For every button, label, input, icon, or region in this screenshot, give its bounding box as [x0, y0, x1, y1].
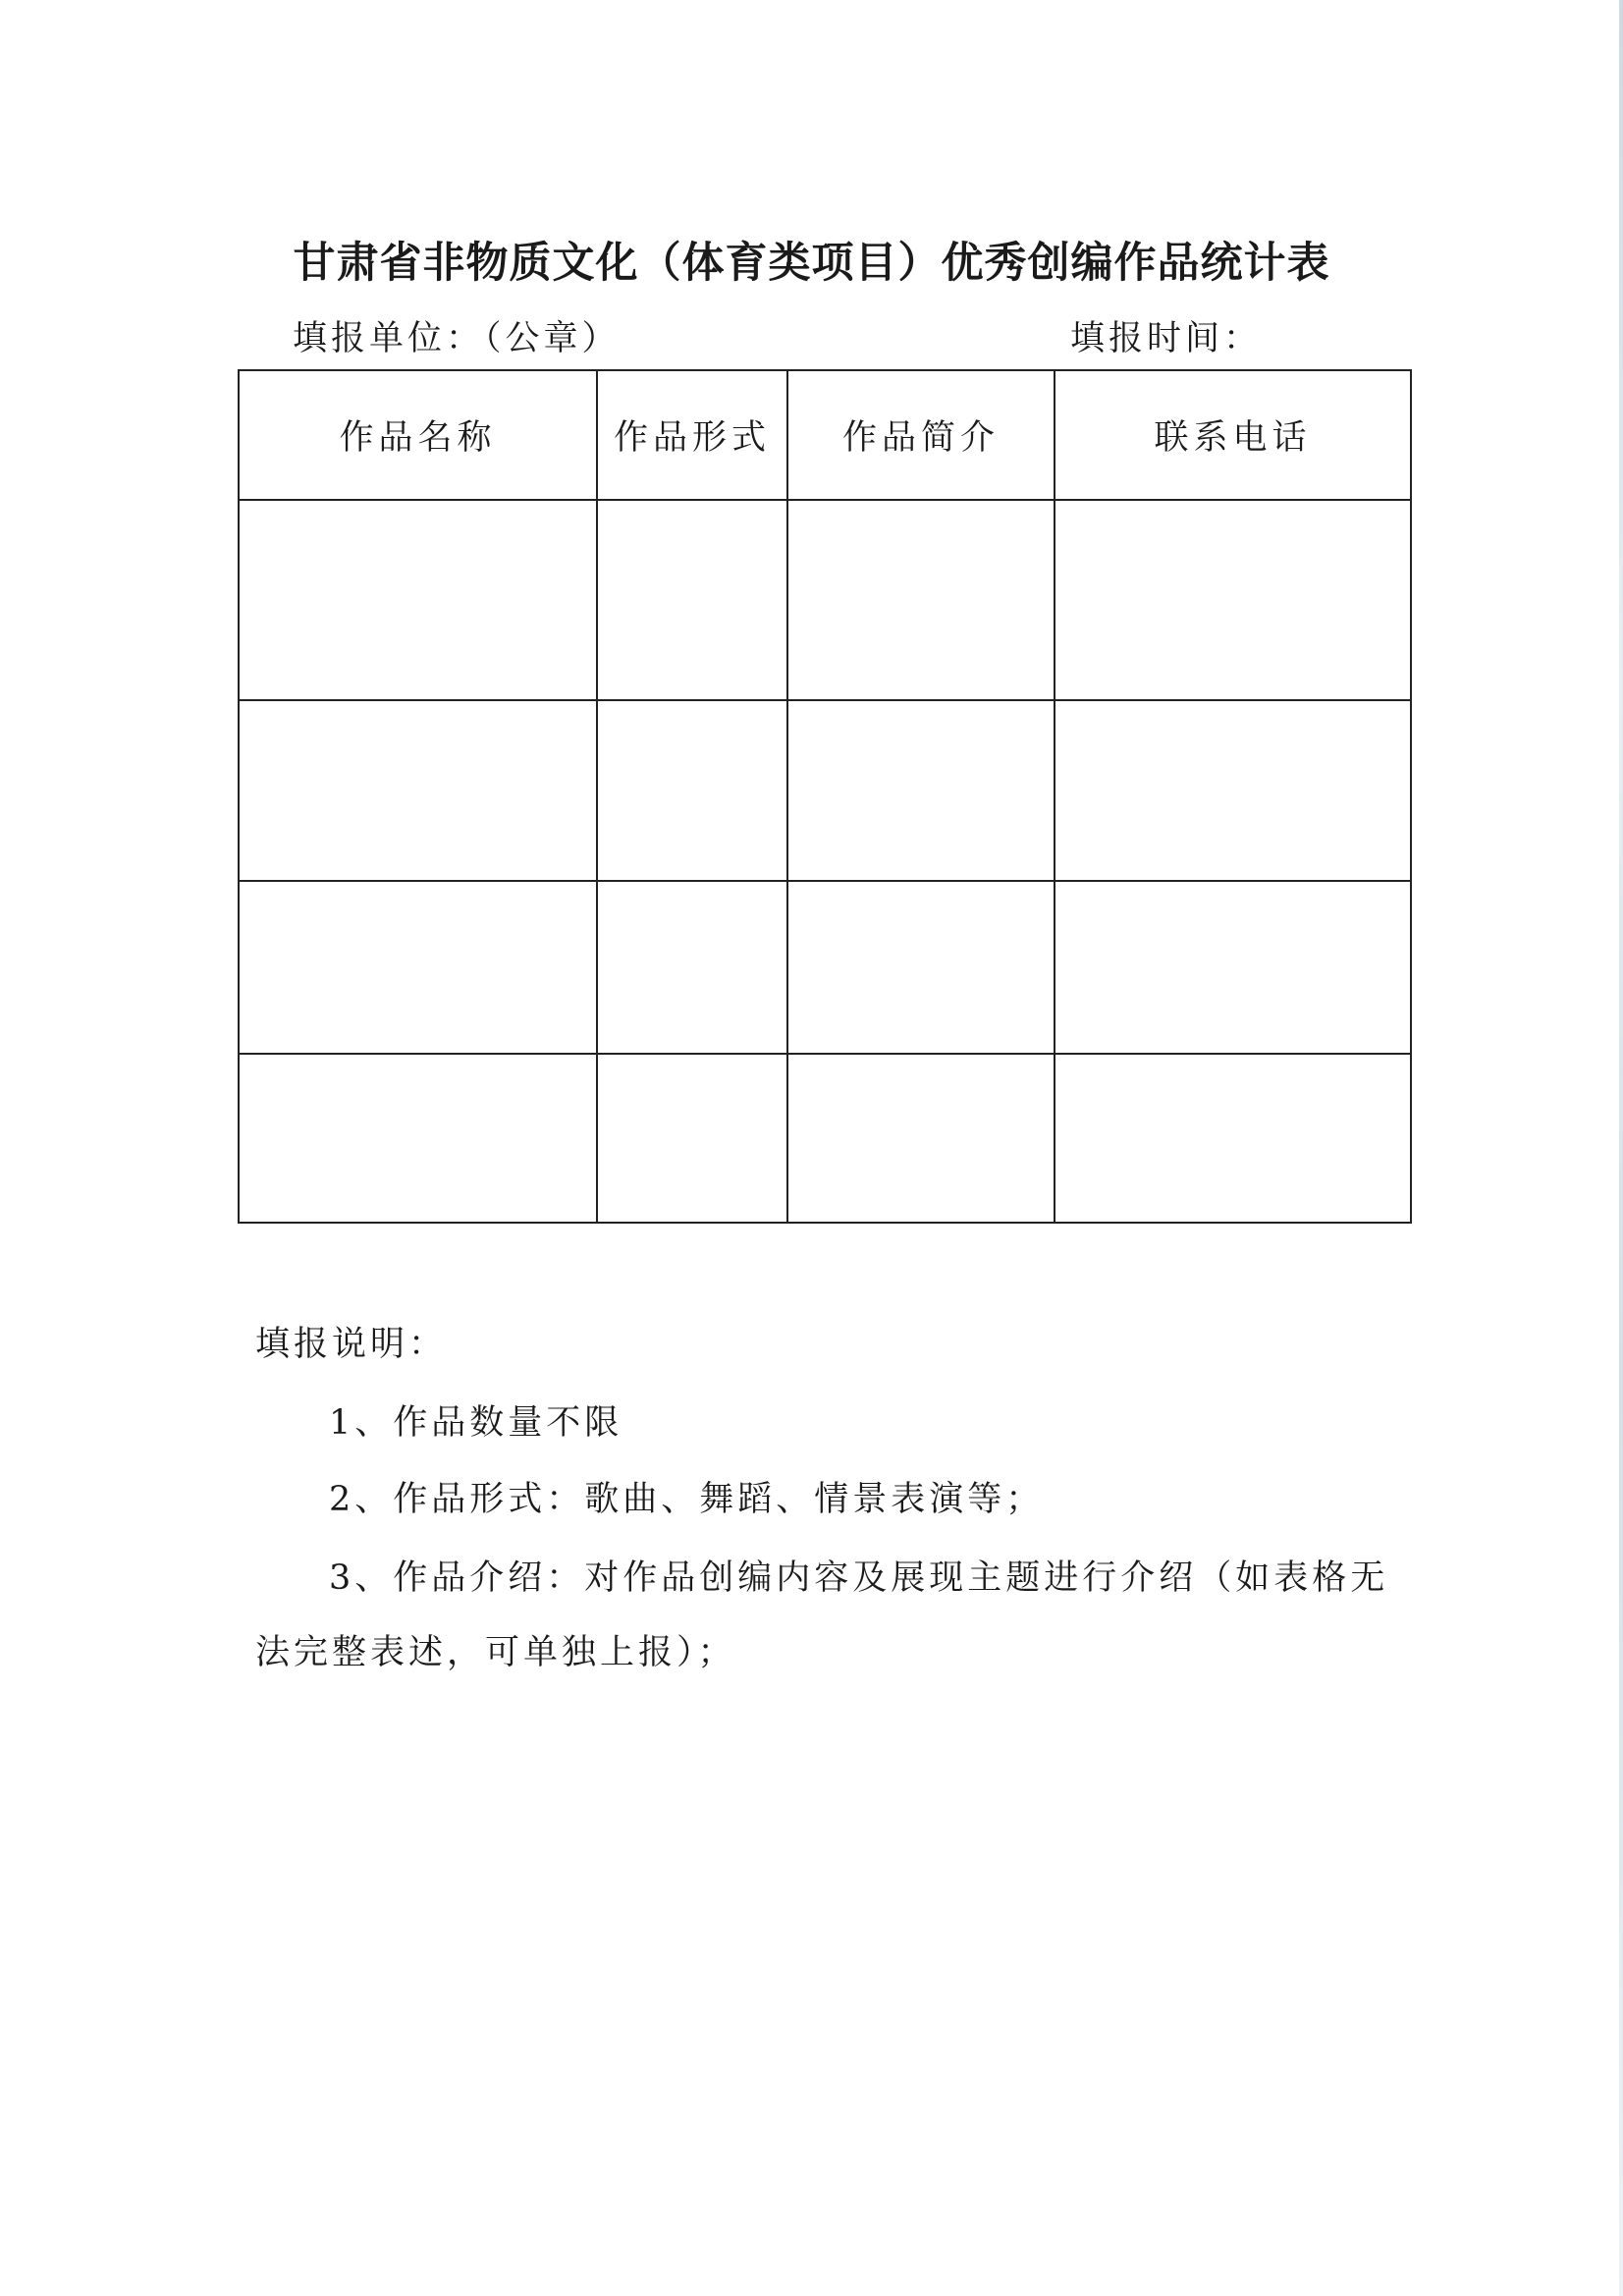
statistics-table [238, 369, 1412, 1224]
cell-contact-phone[interactable] [1055, 1054, 1411, 1223]
header-work-form: 作品形式 [597, 370, 787, 500]
cell-contact-phone[interactable] [1055, 881, 1411, 1054]
cell-work-form[interactable] [597, 500, 787, 700]
cell-work-summary[interactable] [787, 881, 1055, 1054]
cell-work-name[interactable] [239, 700, 597, 881]
cell-work-name[interactable] [239, 1054, 597, 1223]
table-row [239, 500, 1411, 700]
table-row [239, 881, 1411, 1054]
cell-work-summary[interactable] [787, 1054, 1055, 1223]
page-title: 甘肃省非物质文化（体育类项目）优秀创编作品统计表 [293, 239, 1330, 288]
instruction-item-3-continued: 法完整表述，可单独上报）； [255, 1633, 736, 1672]
instruction-item-1: 1、作品数量不限 [329, 1403, 623, 1443]
cell-work-name[interactable] [239, 881, 597, 1054]
instruction-item-3: 3、作品介绍：对作品创编内容及展现主题进行介绍（如表格无 [329, 1558, 1389, 1598]
header-work-name: 作品名称 [239, 370, 597, 500]
fill-unit-label: 填报单位：（公章） [293, 319, 621, 358]
fill-time-label: 填报时间： [1070, 319, 1263, 358]
table-row [239, 700, 1411, 881]
header-contact-phone: 联系电话 [1055, 370, 1411, 500]
cell-work-summary[interactable] [787, 700, 1055, 881]
header-work-summary: 作品简介 [787, 370, 1055, 500]
cell-contact-phone[interactable] [1055, 700, 1411, 881]
table-row [239, 1054, 1411, 1223]
cell-work-form[interactable] [597, 1054, 787, 1223]
cell-contact-phone[interactable] [1055, 500, 1411, 700]
table-header-row [239, 370, 1411, 500]
instructions-heading: 填报说明： [255, 1325, 448, 1364]
cell-work-form[interactable] [597, 700, 787, 881]
cell-work-summary[interactable] [787, 500, 1055, 700]
cell-work-name[interactable] [239, 500, 597, 700]
cell-work-form[interactable] [597, 881, 787, 1054]
instruction-item-2: 2、作品形式：歌曲、舞蹈、情景表演等； [329, 1480, 1045, 1519]
scan-edge-strip [1619, 0, 1623, 2296]
